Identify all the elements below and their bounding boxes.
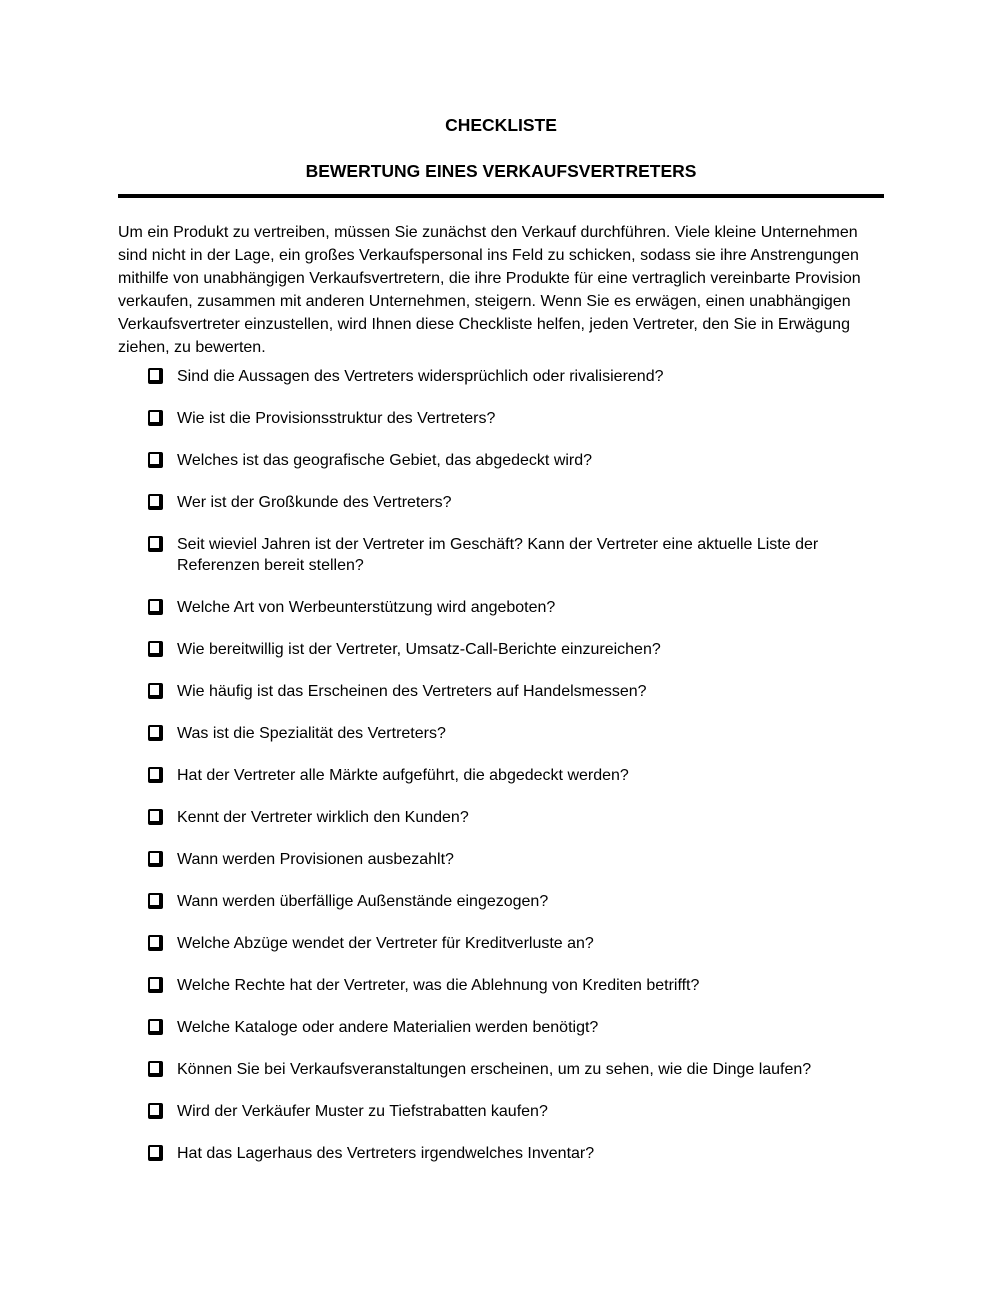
checklist-item-label: Hat der Vertreter alle Märkte aufgeführt, die abgedeckt werden?: [177, 767, 629, 784]
checkbox-icon[interactable]: [148, 809, 163, 825]
checklist-item-label: Können Sie bei Verkaufsveranstaltungen erscheinen, um zu sehen, wie die Dinge laufen?: [177, 1061, 812, 1078]
checkbox-icon[interactable]: [148, 725, 163, 741]
intro-paragraph: Um ein Produkt zu vertreiben, müssen Sie zunächst den Verkauf durchführen. Viele kleine Unternehmen sind nicht in der Lage, ein großes Verkaufspersonal ins Feld zu schicken, sodass sie ihre Anstrengungen mithilfe von unabhängigen Verkaufsvertretern, die ihre Produkte für eine vertraglich vereinbarte Provision verkaufen, zusammen mit anderen Unternehmen, steigern. Wenn Sie es erwägen, einen unabhängigen Verkaufsvertreter einzustellen, wird Ihnen diese Checkliste helfen, jeden Vertreter, den Sie in Erwägung ziehen, zu bewerten.: [118, 224, 861, 356]
checklist-item-label: Was ist die Spezialität des Vertreters?: [177, 725, 446, 742]
page-subtitle: BEWERTUNG EINES VERKAUFSVERTRETERS: [305, 161, 697, 181]
checklist-item-label: Wird der Verkäufer Muster zu Tiefstrabatten kaufen?: [177, 1103, 548, 1120]
checklist-item: [148, 681, 884, 702]
checkbox-icon[interactable]: [148, 1145, 163, 1161]
checkbox-icon[interactable]: [148, 893, 163, 909]
checklist-item: [148, 366, 884, 387]
checklist-item: [148, 807, 884, 828]
checklist-item-label: Welche Kataloge oder andere Materialien werden benötigt?: [177, 1019, 599, 1036]
checklist-item-label: Welche Art von Werbeunterstützung wird angeboten?: [177, 599, 556, 616]
checklist-item-label: Wann werden überfällige Außenstände eingezogen?: [177, 893, 549, 910]
checkbox-icon[interactable]: [148, 452, 163, 468]
checklist-item-label: Hat das Lagerhaus des Vertreters irgendwelches Inventar?: [177, 1145, 595, 1162]
title-divider: [118, 194, 884, 198]
checklist-item-label: Wie bereitwillig ist der Vertreter, Umsatz-Call-Berichte einzureichen?: [177, 641, 661, 658]
checklist-item: [148, 1101, 884, 1122]
checklist-item: [148, 597, 884, 618]
checklist-item: [148, 1059, 884, 1080]
checkbox-icon[interactable]: [148, 767, 163, 783]
checklist-item: [148, 849, 884, 870]
checkbox-icon[interactable]: [148, 1103, 163, 1119]
checklist-item: [148, 765, 884, 786]
checkbox-icon[interactable]: [148, 368, 163, 384]
checklist-item-label: Wer ist der Großkunde des Vertreters?: [177, 494, 452, 511]
checklist-item-label: Welche Abzüge wendet der Vertreter für Kreditverluste an?: [177, 935, 594, 952]
checklist: [118, 366, 884, 1164]
checklist-item: [148, 450, 884, 471]
checkbox-icon[interactable]: [148, 536, 163, 552]
checkbox-icon[interactable]: [148, 851, 163, 867]
checklist-item: [148, 723, 884, 744]
checklist-item: [148, 1017, 884, 1038]
checklist-item: [148, 534, 884, 576]
checklist-item-label: Wie häufig ist das Erscheinen des Vertreters auf Handelsmessen?: [177, 683, 647, 700]
checkbox-icon[interactable]: [148, 977, 163, 993]
checklist-item-label: Kennt der Vertreter wirklich den Kunden?: [177, 809, 469, 826]
checklist-item-label: Seit wieviel Jahren ist der Vertreter im Geschäft? Kann der Vertreter eine aktuelle Liste der Referenzen bereit stellen?: [177, 536, 819, 574]
checkbox-icon[interactable]: [148, 599, 163, 615]
checklist-item-label: Sind die Aussagen des Vertreters widersprüchlich oder rivalisierend?: [177, 368, 664, 385]
checkbox-icon[interactable]: [148, 494, 163, 510]
checkbox-icon[interactable]: [148, 683, 163, 699]
checkbox-icon[interactable]: [148, 641, 163, 657]
checklist-item-label: Welches ist das geografische Gebiet, das abgedeckt wird?: [177, 452, 593, 469]
checklist-item-label: Welche Rechte hat der Vertreter, was die Ablehnung von Krediten betrifft?: [177, 977, 700, 994]
page-title: CHECKLISTE: [445, 115, 557, 135]
checkbox-icon[interactable]: [148, 1019, 163, 1035]
checklist-item: [148, 1143, 884, 1164]
checkbox-icon[interactable]: [148, 1061, 163, 1077]
checklist-item: [148, 975, 884, 996]
checklist-item-label: Wie ist die Provisionsstruktur des Vertreters?: [177, 410, 496, 427]
checkbox-icon[interactable]: [148, 935, 163, 951]
checkbox-icon[interactable]: [148, 410, 163, 426]
checklist-item: [148, 492, 884, 513]
checklist-item-label: Wann werden Provisionen ausbezahlt?: [177, 851, 454, 868]
checklist-item: [148, 639, 884, 660]
checklist-item: [148, 891, 884, 912]
checklist-item: [148, 408, 884, 429]
checklist-item: [148, 933, 884, 954]
